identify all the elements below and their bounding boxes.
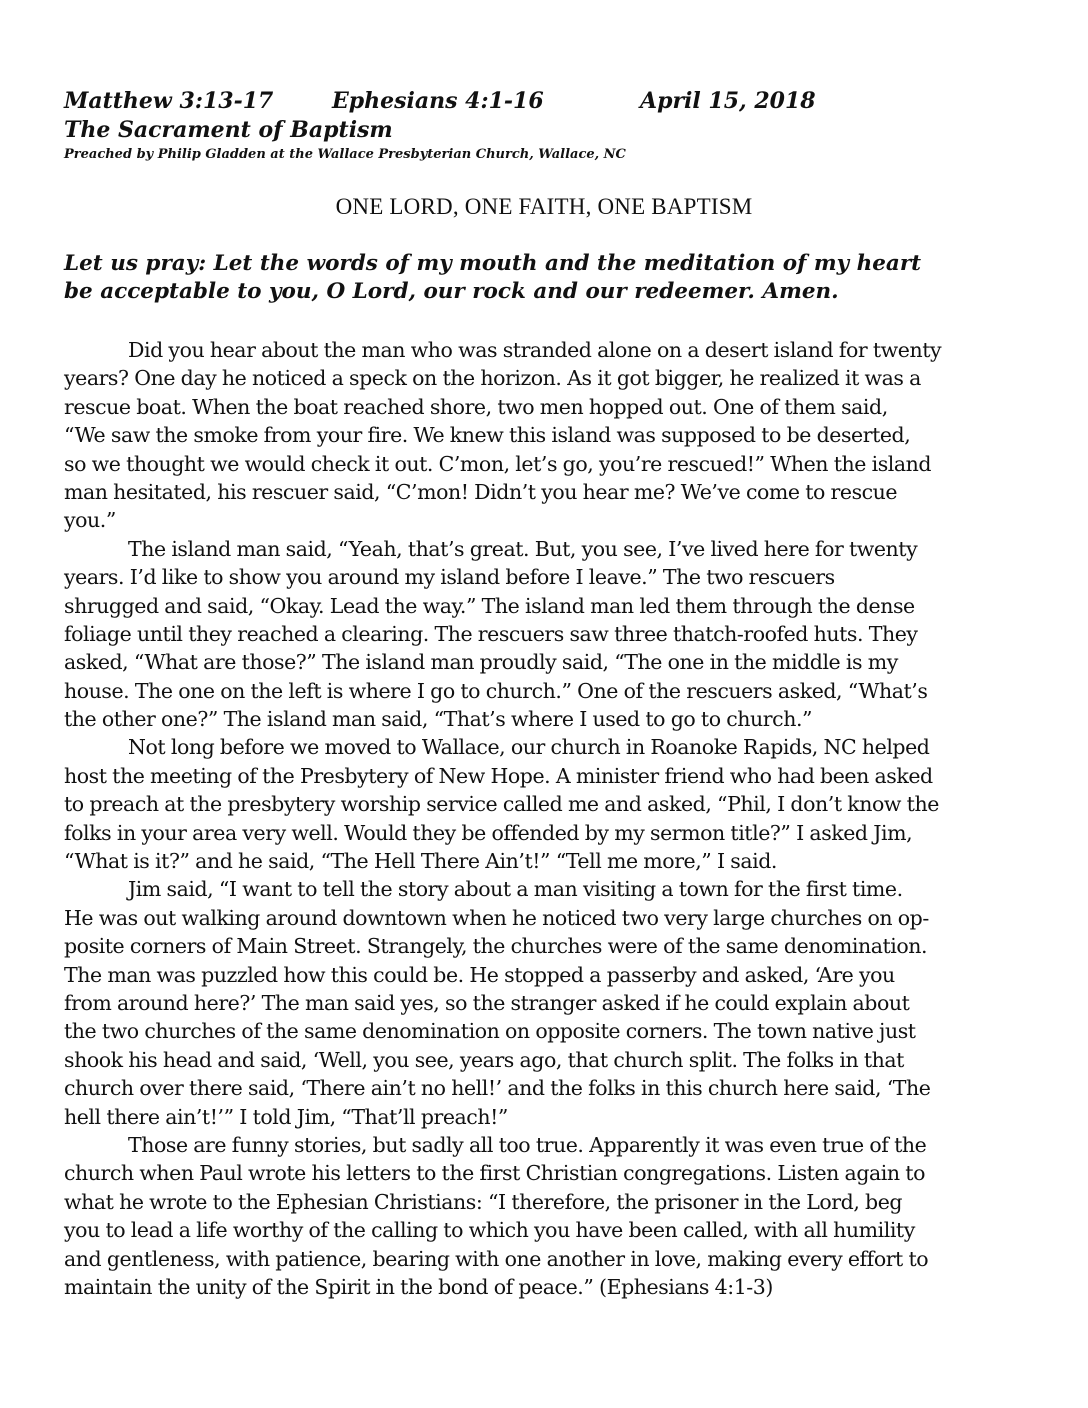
body-line: house. The one on the left is where I go to church.” One of the rescuers asked, “What’s <box>64 678 928 703</box>
body-line: He was out walking around downtown when he noticed two very large churches on op- <box>64 905 929 930</box>
body-line: Jim said, “I want to tell the story about a man visiting a town for the first time. <box>128 877 903 902</box>
body-line: Not long before we moved to Wallace, our church in Roanoke Rapids, NC helped <box>128 735 930 760</box>
body-line: folks in your area very well. Would they be offended by my sermon title?” I asked Jim, <box>64 820 913 845</box>
body-line: rescue boat. When the boat reached shore, two men hopped out. One of them said, <box>64 394 888 419</box>
sermon-body <box>64 336 1024 1301</box>
body-line: “We saw the smoke from your fire. We knew this island was supposed to be deserted, <box>64 423 911 448</box>
body-line: man hesitated, his rescuer said, “C’mon! Didn’t you hear me? We’ve come to rescue <box>64 479 898 504</box>
body-line: shrugged and said, “Okay. Lead the way.” The island man led them through the dense <box>64 593 915 618</box>
prayer-line: be acceptable to you, O Lord, our rock and our redeemer. Amen. <box>64 279 839 304</box>
body-line: maintain the unity of the Spirit in the bond of peace.” (Ephesians 4:1-3) <box>64 1274 773 1299</box>
body-line: “What is it?” and he said, “The Hell There Ain’t!” “Tell me more,” I said. <box>64 849 777 874</box>
body-line: asked, “What are those?” The island man proudly said, “The one in the middle is my <box>64 650 898 675</box>
body-line: what he wrote to the Ephesian Christians: “I therefore, the prisoner in the Lord, beg <box>64 1189 903 1214</box>
preacher-line: Preached by Philip Gladden at the Wallace Presbyterian Church, Wallace, NC <box>64 147 626 162</box>
body-line: you to lead a life worthy of the calling to which you have been called, with all humility <box>64 1218 915 1243</box>
body-line: hell there ain’t!’” I told Jim, “That’ll preach!” <box>64 1104 508 1129</box>
body-line: the two churches of the same denomination on opposite corners. The town native just <box>64 1019 916 1044</box>
body-line: The man was puzzled how this could be. He stopped a passerby and asked, ‘Are you <box>64 962 895 987</box>
body-line: from around here?’ The man said yes, so the stranger asked if he could explain about <box>64 990 910 1015</box>
body-line: to preach at the presbytery worship service called me and asked, “Phil, I don’t know the <box>64 792 939 817</box>
reading-2: Ephesians 4:1-16 <box>332 88 544 114</box>
sermon-title: ONE LORD, ONE FAITH, ONE BAPTISM <box>335 194 753 219</box>
body-line: the other one?” The island man said, “That’s where I used to go to church.” <box>64 707 813 732</box>
body-line: you.” <box>64 508 116 533</box>
occasion-title: The Sacrament of Baptism <box>64 117 393 143</box>
body-line: Those are funny stories, but sadly all too true. Apparently it was even true of the <box>128 1132 927 1157</box>
body-line: Did you hear about the man who was stranded alone on a desert island for twenty <box>128 338 942 362</box>
prayer-line: Let us pray: Let the words of my mouth and the meditation of my heart <box>64 251 922 276</box>
body-line: church over there said, ‘There ain’t no hell!’ and the folks in this church here said, ‘The <box>64 1076 931 1101</box>
reading-1: Matthew 3:13-17 <box>64 88 274 114</box>
body-line: years? One day he noticed a speck on the horizon. As it got bigger, he realized it was a <box>64 366 921 391</box>
body-line: years. I’d like to show you around my island before I leave.” The two rescuers <box>64 565 835 590</box>
body-line: shook his head and said, ‘Well, you see, years ago, that church split. The folks in that <box>64 1047 904 1072</box>
body-line: so we thought we would check it out. C’mon, let’s go, you’re rescued!” When the island <box>64 451 932 476</box>
body-line: host the meeting of the Presbytery of New Hope. A minister friend who had been asked <box>64 763 933 788</box>
sermon-date: April 15, 2018 <box>640 88 816 114</box>
body-line: The island man said, “Yeah, that’s great. But, you see, I’ve lived here for twenty <box>128 536 918 561</box>
body-line: foliage until they reached a clearing. The rescuers saw three thatch-roofed huts. They <box>64 621 918 646</box>
body-line: posite corners of Main Street. Strangely, the churches were of the same denomination. <box>64 934 928 959</box>
opening-prayer <box>64 250 1024 306</box>
body-line: and gentleness, with patience, bearing with one another in love, making every effort to <box>64 1246 929 1271</box>
body-line: church when Paul wrote his letters to the first Christian congregations. Listen again to <box>64 1161 925 1186</box>
